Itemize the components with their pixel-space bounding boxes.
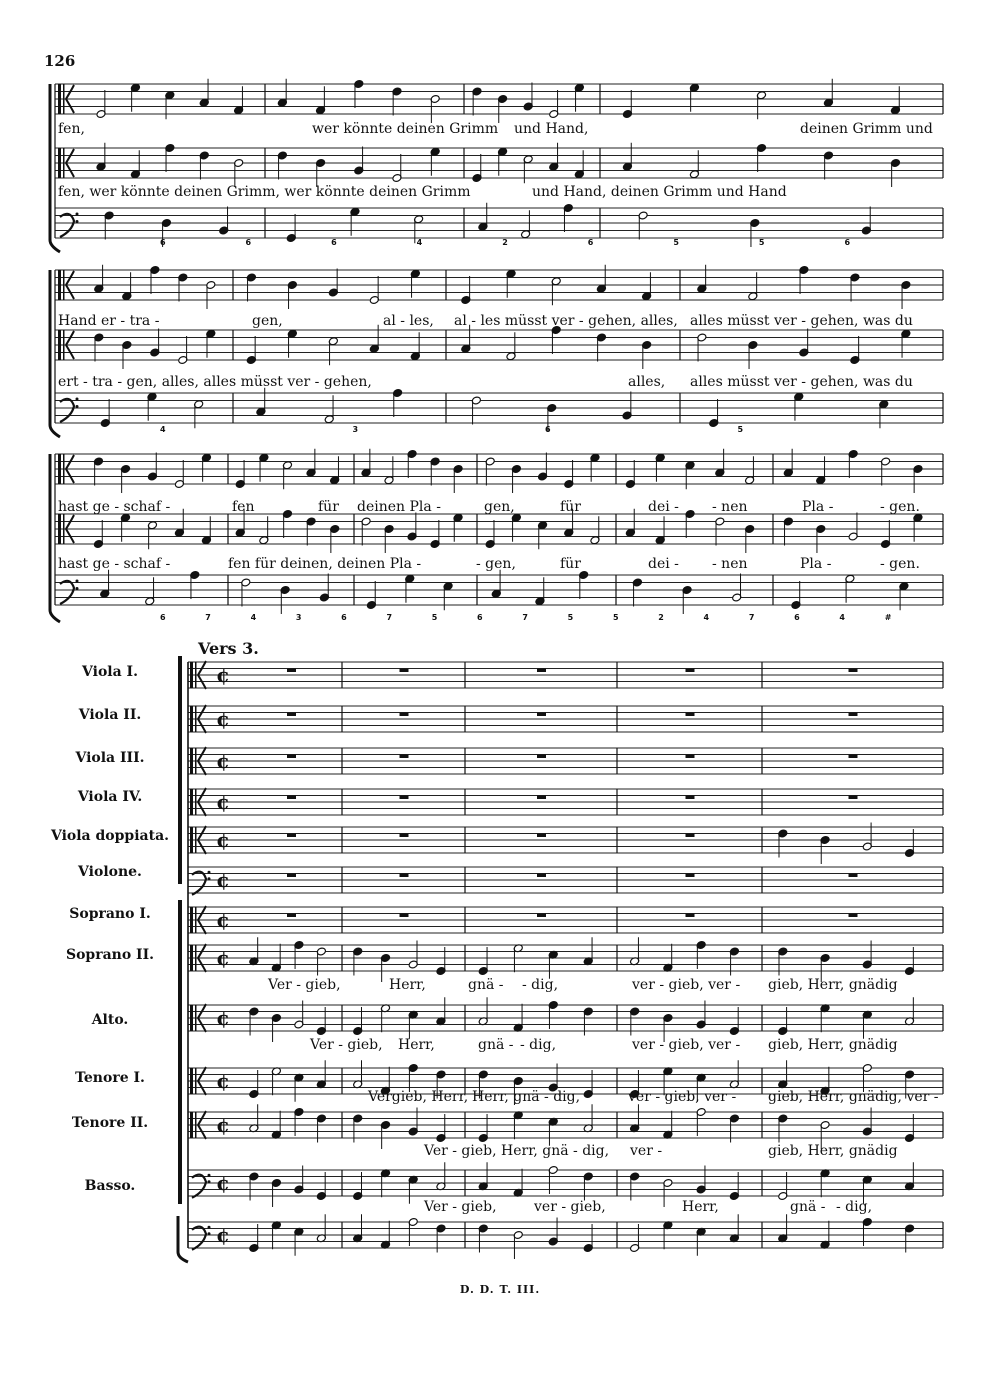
rest <box>400 914 409 918</box>
rest <box>287 669 296 673</box>
f-clef-dot <box>208 871 211 874</box>
lyric-syllable: 5 <box>758 238 765 247</box>
lyric-syllable: 4 <box>250 613 257 622</box>
c-clef <box>63 330 65 360</box>
c-clef <box>58 330 61 360</box>
lyric-syllable: Pla - <box>800 556 832 572</box>
rest <box>400 834 409 838</box>
instrument-label-viola-3: Viola III. <box>75 750 145 766</box>
instrument-label-tenore-2: Tenore II. <box>71 1115 149 1131</box>
rest <box>287 914 296 918</box>
lyric-syllable: 5 <box>673 238 679 247</box>
lyric-syllable: 6 <box>331 238 337 247</box>
lyric-syllable: 6 <box>794 613 800 622</box>
lyric-syllable: Pla - <box>802 499 834 515</box>
continuo-bracket <box>178 1216 188 1262</box>
c-clef <box>58 514 61 544</box>
lyric-syllable: - dig, <box>836 1199 873 1215</box>
c-clef <box>58 454 61 484</box>
c-clef <box>63 84 65 114</box>
c-clef <box>63 270 65 300</box>
lyric-syllable: gnä - <box>468 977 504 993</box>
time-signature: ¢ <box>216 828 230 852</box>
c-clef <box>190 1112 193 1138</box>
lyric-syllable: 6 <box>160 238 166 247</box>
instrument-label-basso: Basso. <box>84 1178 136 1194</box>
lyric-syllable: und Hand, <box>514 121 589 137</box>
lyric-syllable: 4 <box>416 238 423 247</box>
instrument-label-viola-doppiata: Viola doppiata. <box>50 828 170 844</box>
lyric-syllable: dei - <box>648 556 679 572</box>
lyric-syllable: gnä - <box>478 1037 514 1053</box>
lyric-syllable: hast ge - schaf - <box>58 556 171 572</box>
lyric-syllable: hast ge - schaf - <box>58 499 171 515</box>
f-clef-dot <box>76 398 79 401</box>
rest <box>287 755 296 759</box>
lyric-syllable: 6 <box>245 238 252 247</box>
lyric-syllable: Herr, <box>682 1199 719 1215</box>
lyric-syllable: 4 <box>703 613 710 622</box>
c-clef <box>195 662 197 688</box>
lyric-syllable: 7 <box>205 613 211 622</box>
time-signature: ¢ <box>216 1223 230 1247</box>
lyric-syllable: gieb, Herr, gnädig <box>768 1143 898 1159</box>
rest <box>537 713 546 717</box>
c-clef <box>195 789 197 815</box>
lyric-syllable: ver - gieb, ver - <box>632 1037 741 1053</box>
instrument-label-viola-2: Viola II. <box>78 707 142 723</box>
f-clef-dot <box>208 1232 211 1235</box>
lyric-syllable: ert - tra - gen, alles, alles müsst ver - gehen, <box>58 374 372 390</box>
vers-label: Vers 3. <box>198 639 259 658</box>
instrument-label-viola-1: Viola I. <box>82 664 138 680</box>
footer-publication-mark: D. D. T. III. <box>459 1283 541 1296</box>
instrument-label-soprano-1: Soprano I. <box>69 906 151 922</box>
c-clef <box>195 748 197 774</box>
rest <box>287 713 296 717</box>
c-clef <box>190 789 193 815</box>
c-clef <box>195 706 197 732</box>
lyric-syllable: fen <box>232 499 255 515</box>
system-brackets <box>50 84 188 1262</box>
lyric-syllable: gieb, Herr, gnädig <box>768 977 898 993</box>
lyric-syllable: 6 <box>341 613 347 622</box>
lyric-syllable: Vergieb, Herr, <box>368 1089 469 1105</box>
c-clef <box>58 148 61 178</box>
lyric-syllable: - dig, <box>522 977 559 993</box>
lyric-syllable: Ver - gieb, <box>424 1199 497 1215</box>
lyric-syllable: gnä - <box>790 1199 826 1215</box>
time-signature: ¢ <box>216 707 230 731</box>
lyric-syllable: fen für deinen, deinen Pla - <box>228 556 422 572</box>
instrument-label-alto: Alto. <box>91 1012 129 1028</box>
lyric-syllable: 3 <box>295 613 302 622</box>
c-clef <box>195 1005 197 1031</box>
c-clef <box>58 270 61 300</box>
f-clef-dot <box>208 877 211 880</box>
lyric-syllable: alles müsst ver - gehen, was du <box>690 313 913 329</box>
rest <box>686 755 695 759</box>
c-clef <box>195 1112 197 1138</box>
lyric-syllable: 5 <box>431 613 438 622</box>
c-clef <box>190 748 193 774</box>
lyric-syllable: 7 <box>748 613 755 622</box>
f-clef <box>192 872 206 895</box>
voices-bracket <box>178 900 182 1204</box>
lyric-syllable: 4 <box>160 425 166 434</box>
f-clef-dot <box>208 1226 211 1229</box>
lyric-syllable: ver - gieb, <box>534 1199 606 1215</box>
rest <box>400 713 409 717</box>
lyric-syllable: 6 <box>844 238 851 247</box>
rest <box>537 796 546 800</box>
rest <box>537 914 546 918</box>
rest <box>537 669 546 673</box>
rest <box>686 874 695 878</box>
rest <box>400 874 409 878</box>
rest <box>287 834 296 838</box>
f-clef <box>60 581 74 604</box>
page-number: 126 <box>44 52 76 70</box>
lyric-syllable: - dig, <box>520 1037 557 1053</box>
f-clef-dot <box>76 580 79 583</box>
lyric-syllable: Ver - gieb, <box>310 1037 383 1053</box>
c-clef <box>190 945 193 971</box>
lyric-syllable: - gen. <box>880 499 920 515</box>
c-clef <box>190 1005 193 1031</box>
lyric-syllable: Ver - gieb, <box>268 977 341 993</box>
lyric-syllable: # <box>884 613 892 622</box>
instrument-label-soprano-2: Soprano II. <box>65 947 155 963</box>
time-signature: ¢ <box>216 663 230 687</box>
lyric-syllable: al - les, <box>383 313 434 329</box>
time-signature: ¢ <box>216 1113 230 1137</box>
lyric-syllable: gieb, Herr, gnädig, ver - <box>768 1089 939 1105</box>
rest <box>537 874 546 878</box>
instrument-label-viola-4: Viola IV. <box>77 789 143 805</box>
c-clef <box>195 907 197 933</box>
time-signature: ¢ <box>216 908 230 932</box>
strings-bracket <box>178 656 182 884</box>
instrument-label-tenore-1: Tenore I. <box>75 1070 145 1086</box>
rest <box>849 874 858 878</box>
lyric-syllable: gen, <box>484 499 515 515</box>
lyric-syllable: 7 <box>386 613 393 622</box>
rest <box>849 713 858 717</box>
f-clef <box>60 214 74 237</box>
rest <box>537 755 546 759</box>
rest <box>400 755 409 759</box>
c-clef <box>195 945 197 971</box>
c-clef <box>195 827 197 853</box>
c-clef <box>63 514 65 544</box>
lyric-syllable: - gen. <box>880 556 920 572</box>
lyric-syllable: und Hand, deinen Grimm und Hand <box>532 184 787 200</box>
lyric-syllable: ver - gieb, ver - <box>632 977 741 993</box>
lyric-syllable: Hand er - tra - <box>58 313 160 329</box>
lyric-syllable: für <box>318 499 339 515</box>
rest <box>686 713 695 717</box>
f-clef <box>192 1227 206 1250</box>
lyric-syllable: 7 <box>522 613 528 622</box>
f-clef-dot <box>76 220 79 223</box>
time-signature: ¢ <box>216 946 230 970</box>
lyric-syllable: ver - gieb, ver - <box>628 1089 737 1105</box>
c-clef <box>190 1068 193 1094</box>
rest <box>849 669 858 673</box>
time-signature: ¢ <box>216 1171 230 1195</box>
lyric-syllable: 4 <box>839 613 845 622</box>
time-signature: ¢ <box>216 1006 230 1030</box>
lyric-syllable: 6 <box>587 238 594 247</box>
rest <box>287 796 296 800</box>
f-clef-dot <box>76 405 79 408</box>
rest <box>849 755 858 759</box>
c-clef <box>63 148 65 178</box>
c-clef <box>190 706 193 732</box>
lyric-syllable: für <box>560 556 581 572</box>
rest <box>686 796 695 800</box>
lyric-syllable: - gen, <box>476 556 516 572</box>
lyric-syllable: Herr, <box>398 1037 435 1053</box>
lyric-syllable: wer könnte deinen Grimm <box>312 121 499 137</box>
lyric-syllable: alles müsst ver - gehen, was du <box>690 374 913 390</box>
lyric-syllable: gen, <box>252 313 283 329</box>
lyric-syllable: fen, wer könnte deinen Grimm, wer könnte deinen Grimm <box>58 184 471 200</box>
lyric-syllable: alles, <box>628 374 666 390</box>
c-clef <box>58 84 61 114</box>
rest <box>400 669 409 673</box>
time-signature: ¢ <box>216 868 230 892</box>
lyric-syllable: 6 <box>160 613 166 622</box>
c-clef <box>190 827 193 853</box>
lyric-syllable: deinen Grimm und <box>800 121 933 137</box>
lyric-syllable: 5 <box>567 613 574 622</box>
lyric-syllable: Herr, gnä - dig, <box>472 1089 581 1105</box>
time-signature: ¢ <box>216 1069 230 1093</box>
lyric-syllable: Ver - gieb, Herr, gnä - dig, <box>424 1143 610 1159</box>
f-clef <box>60 399 74 422</box>
rest <box>686 914 695 918</box>
lyric-syllable: al - les müsst ver - gehen, alles, <box>454 313 678 329</box>
lyric-syllable: ver - <box>630 1143 663 1159</box>
lyric-syllable: 6 <box>477 613 483 622</box>
instrument-label-violone: Violone. <box>78 864 142 880</box>
c-clef <box>63 454 65 484</box>
lyric-syllable: gieb, Herr, gnädig <box>768 1037 898 1053</box>
rest <box>400 796 409 800</box>
f-clef-dot <box>76 213 79 216</box>
rest <box>849 796 858 800</box>
rest <box>686 834 695 838</box>
lyric-syllable: - nen <box>712 556 748 572</box>
f-clef-dot <box>208 1180 211 1183</box>
lyric-syllable: Herr, <box>389 977 426 993</box>
rest <box>287 874 296 878</box>
lyric-syllable: 6 <box>545 425 551 434</box>
rest <box>537 834 546 838</box>
f-clef-dot <box>208 1174 211 1177</box>
lyric-syllable: für <box>560 499 581 515</box>
lyric-syllable: deinen Pla - <box>357 499 441 515</box>
c-clef <box>190 662 193 688</box>
lyric-syllable: - nen <box>712 499 748 515</box>
lyric-syllable: dei - <box>648 499 679 515</box>
rest <box>686 669 695 673</box>
lyric-syllable: 2 <box>658 613 664 622</box>
time-signature: ¢ <box>216 749 230 773</box>
lyric-syllable: 5 <box>737 425 744 434</box>
time-signature: ¢ <box>216 790 230 814</box>
lyric-syllable: 2 <box>502 238 508 247</box>
f-clef <box>192 1175 206 1198</box>
lyric-syllable: 5 <box>612 613 619 622</box>
c-clef <box>190 907 193 933</box>
f-clef-dot <box>76 587 79 590</box>
lyric-syllable: fen, <box>58 121 85 137</box>
c-clef <box>195 1068 197 1094</box>
lyric-syllable: 3 <box>352 425 359 434</box>
rest <box>849 914 858 918</box>
